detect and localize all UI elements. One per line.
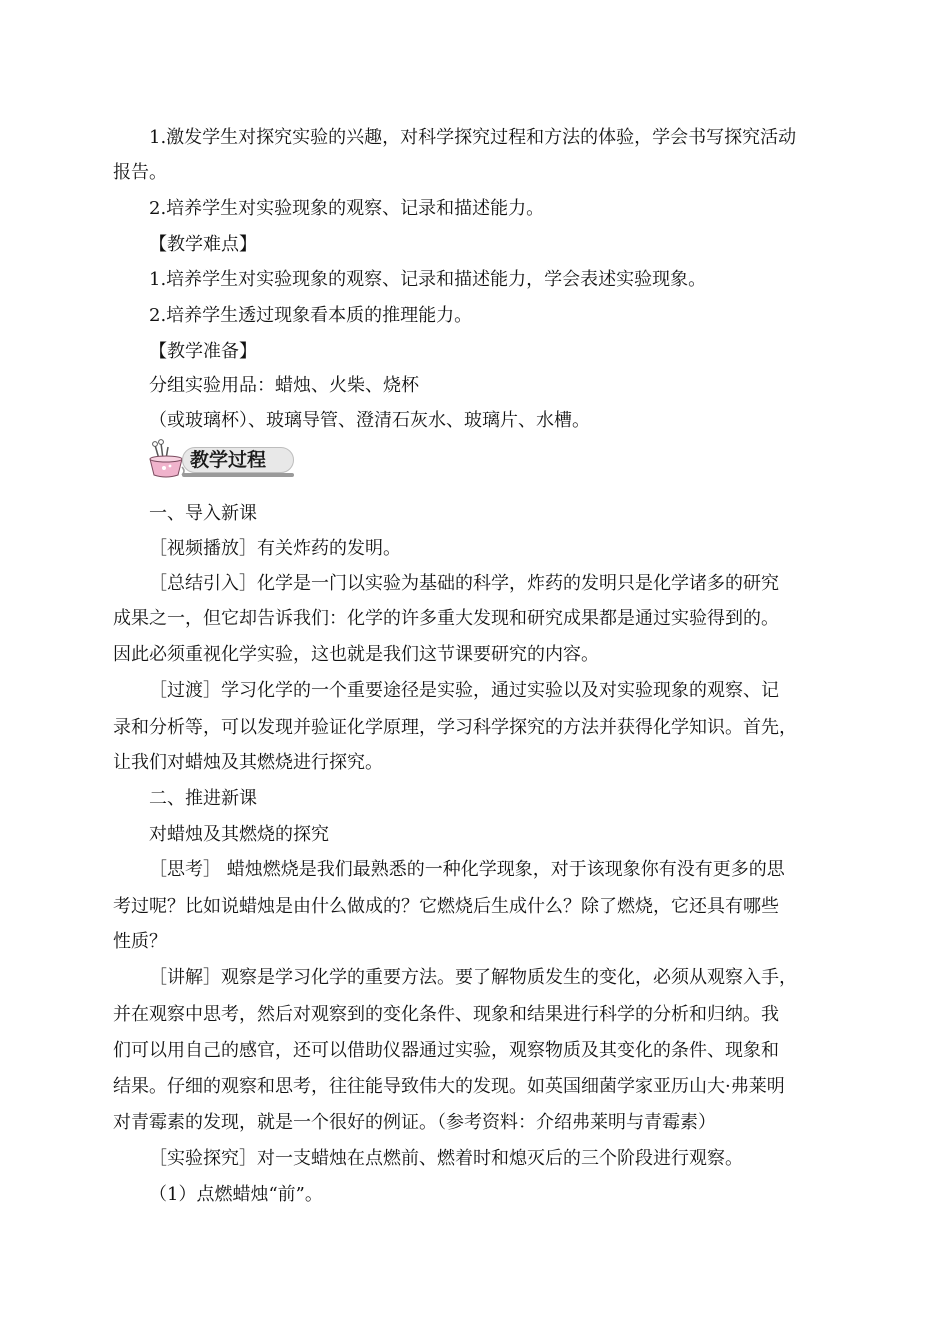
section-banner xyxy=(146,437,294,481)
transition-line-2: 录和分析等，可以发现并验证化学原理，学习科学探究的方法并获得化学知识。首先， xyxy=(113,717,797,738)
banner-title: 教学过程 xyxy=(190,449,267,471)
think-line-2: 考过呢？比如说蜡烛是由什么做成的？它燃烧后生成什么？除了燃烧，它还具有哪些 xyxy=(113,896,779,917)
explain-line-5: 对青霉素的发现，就是一个很好的例证。（参考资料：介绍弗莱明与青霉素） xyxy=(113,1112,716,1133)
explain-line-3: 们可以用自己的感官，还可以借助仪器通过实验，观察物质及其变化的条件、现象和 xyxy=(113,1040,779,1061)
preparation-heading: 【教学准备】 xyxy=(149,341,257,362)
intro-line-1: ［总结引入］化学是一门以实验为基础的科学，炸药的发明只是化学诸多的研究 xyxy=(149,573,779,594)
preparation-line-1: 分组实验用品：蜡烛、火柴、烧杯 xyxy=(149,375,419,396)
explain-line-2: 并在观察中思考，然后对观察到的变化条件、现象和结果进行科学的分析和归纳。我 xyxy=(113,1004,779,1025)
topic-heading: 对蜡烛及其燃烧的探究 xyxy=(149,824,329,845)
goal-item-1-cont: 报告。 xyxy=(113,162,167,183)
transition-line-1: ［过渡］学习化学的一个重要途径是实验，通过实验以及对实验现象的观察、记 xyxy=(149,680,779,701)
preparation-line-2: （或玻璃杯）、玻璃导管、澄清石灰水、玻璃片、水槽。 xyxy=(149,410,590,431)
section-1-heading: 一、导入新课 xyxy=(149,503,257,524)
transition-line-3: 让我们对蜡烛及其燃烧进行探究。 xyxy=(113,752,383,773)
think-line-3: 性质？ xyxy=(113,931,167,952)
section-2-heading: 二、推进新课 xyxy=(149,788,257,809)
experiment-intro: ［实验探究］对一支蜡烛在点燃前、燃着时和熄灭后的三个阶段进行观察。 xyxy=(149,1148,743,1169)
difficulty-item-1: 1.培养学生对实验现象的观察、记录和描述能力，学会表述实验现象。 xyxy=(149,269,707,290)
difficulty-heading: 【教学难点】 xyxy=(149,234,257,255)
step-1: （1）点燃蜡烛“前”。 xyxy=(149,1184,323,1205)
goal-item-2: 2.培养学生对实验现象的观察、记录和描述能力。 xyxy=(149,198,545,219)
banner-underline xyxy=(182,473,294,477)
difficulty-item-2: 2.培养学生透过现象看本质的推理能力。 xyxy=(149,305,473,326)
intro-line-2: 成果之一，但它却告诉我们：化学的许多重大发现和研究成果都是通过实验得到的。 xyxy=(113,608,779,629)
intro-line-3: 因此必须重视化学实验，这也就是我们这节课要研究的内容。 xyxy=(113,644,599,665)
explain-line-1: ［讲解］观察是学习化学的重要方法。要了解物质发生的变化，必须从观察入手， xyxy=(149,967,797,988)
goal-item-1: 1.激发学生对探究实验的兴趣，对科学探究过程和方法的体验，学会书写探究活动 xyxy=(149,127,797,148)
think-line-1: ［思考］ 蜡烛燃烧是我们最熟悉的一种化学现象，对于该现象你有没有更多的思 xyxy=(149,859,785,880)
video-note: ［视频播放］有关炸药的发明。 xyxy=(149,538,401,559)
explain-line-4: 结果。仔细的观察和思考，往往能导致伟大的发现。如英国细菌学家亚历山大·弗莱明 xyxy=(113,1076,785,1097)
